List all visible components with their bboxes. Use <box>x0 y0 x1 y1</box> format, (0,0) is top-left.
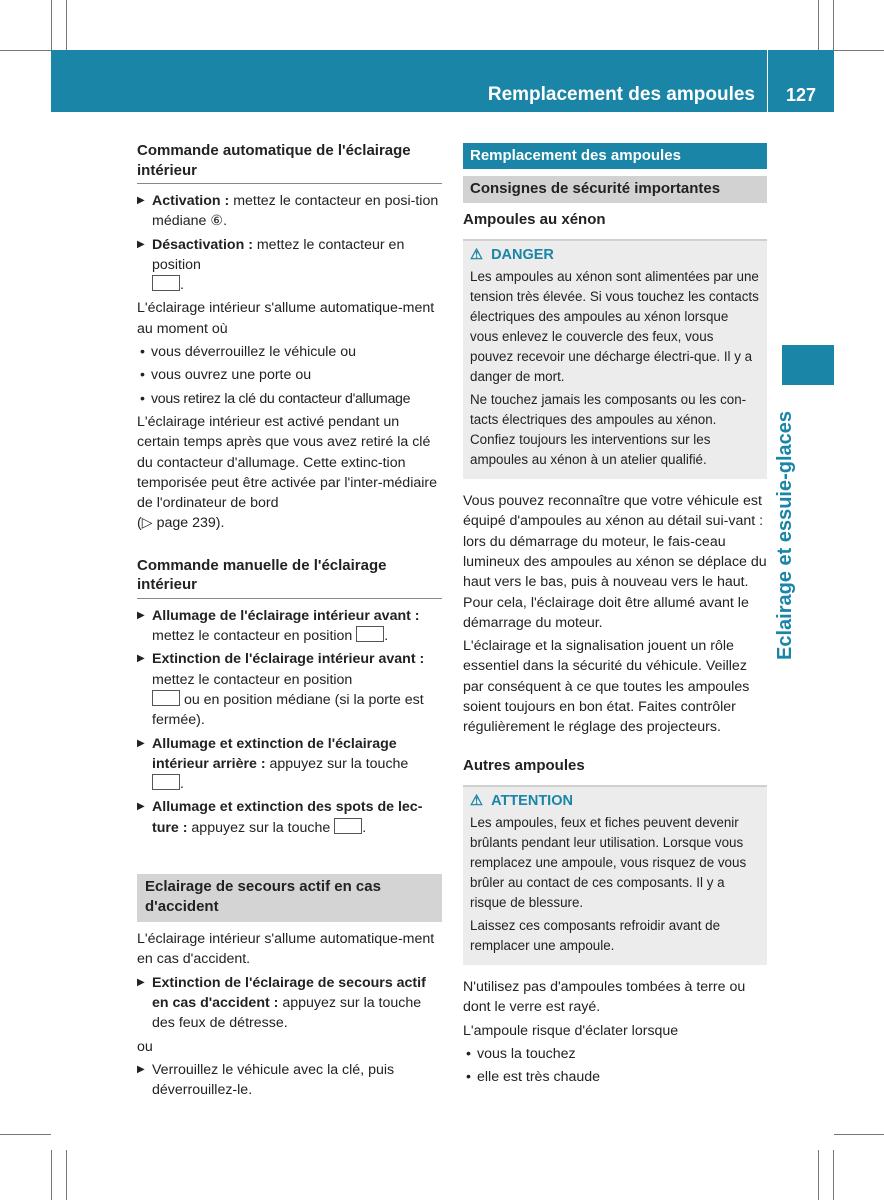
left-column <box>137 141 442 1103</box>
danger-box <box>463 239 767 479</box>
xenon-para-2: L'éclairage et la signalisation jouent un rôle essentiel dans la sécurité du véhicule. Veillez par conséquent à ce que toutes les ampoules soient toujours en bon état. Faites contrôler régulièrement le réglage des projecteurs. <box>463 638 750 736</box>
attention-heading: ⚠ ATTENTION <box>470 793 573 810</box>
crop-mark <box>833 0 834 50</box>
other-para-2: L'ampoule risque d'éclater lorsque <box>463 1022 679 1039</box>
or-text: ou <box>137 1038 153 1055</box>
crop-mark <box>0 50 51 51</box>
door-switch-icon <box>356 626 384 642</box>
reading-lamp-button-icon <box>334 818 362 834</box>
crop-mark <box>834 1134 884 1135</box>
attention-box <box>463 785 767 965</box>
page-number: 127 <box>785 85 817 105</box>
crop-mark <box>834 50 884 51</box>
list-item: • elle est très chaude <box>463 1067 767 1087</box>
list-item: • vous déverrouillez le véhicule ou <box>137 342 442 362</box>
crop-mark <box>0 1134 51 1135</box>
danger-heading: ⚠ DANGER <box>470 247 554 264</box>
crop-mark <box>818 0 819 50</box>
list-item: • vous ouvrez une porte ou <box>137 365 442 385</box>
subsection-title: Consignes de sécurité importantes <box>463 176 767 202</box>
list-item: • vous retirez la clé du contacteur d'allumage <box>137 389 442 409</box>
auto-para-2: L'éclairage intérieur est activé pendant un certain temps après que vous avez retiré la clé du contacteur d'allumage. Cette extinc-tion temporisée peut être activée par l'inter-médiaire de l'ordinateur de bord (▷ page 239). <box>137 413 438 532</box>
page-reference[interactable]: (▷ page 239). <box>137 515 225 532</box>
danger-para-1: Les ampoules au xénon sont alimentées par une tension très élevée. Si vous touchez les contacts électriques des ampoules au xénon lorsque vous enlevez le couvercle des feux, vous pouvez recevoir une décharge électri-que. Il y a danger de mort. <box>470 269 759 385</box>
danger-para-2: Ne touchez jamais les composants ou les con-tacts électriques des ampoules au xénon. Confiez toujours les interventions sur les ampoules au xénon à un atelier qualifié. <box>470 392 747 468</box>
attention-para-1: Les ampoules, feux et fiches peuvent devenir brûlants pendant leur utilisation. Lorsque vous remplacez une ampoule, vous risquez de vous brûler au contact de ces composants. Il y a risque de blessure. <box>470 815 747 911</box>
lamp-off-button-icon <box>152 690 180 706</box>
crop-mark <box>833 1150 834 1200</box>
emergency-para: L'éclairage intérieur s'allume automatique-ment en cas d'accident. <box>137 931 435 968</box>
crop-mark <box>818 1150 819 1200</box>
chapter-tab <box>782 345 834 385</box>
warning-triangle-icon: ⚠ <box>470 793 483 810</box>
attention-para-2: Laissez ces composants refroidir avant de remplacer une ampoule. <box>470 918 721 954</box>
crop-mark <box>51 1150 52 1200</box>
crop-mark <box>66 1150 67 1200</box>
step-reading-spots: ▶ Allumage et extinction des spots de lec-ture : appuyez sur la touche . <box>137 797 442 838</box>
page-number-box <box>768 50 834 112</box>
step-rear: ▶ Allumage et extinction de l'éclairage intérieur arrière : appuyez sur la touche . <box>137 734 442 795</box>
heading-xenon: Ampoules au xénon <box>463 210 606 228</box>
heading-other-bulbs: Autres ampoules <box>463 756 585 774</box>
heading-emergency-lighting: Eclairage de secours actif en cas d'accident <box>137 874 442 922</box>
step-front-on: ▶ Allumage de l'éclairage intérieur avant : mettez le contacteur en position . <box>137 606 442 647</box>
heading-manual-lighting: Commande manuelle de l'éclairage intérieur <box>137 556 442 599</box>
list-item: • vous la touchez <box>463 1044 767 1064</box>
crop-mark <box>51 0 52 50</box>
right-column <box>463 143 767 1091</box>
heading-auto-lighting: Commande automatique de l'éclairage intérieur <box>137 141 442 184</box>
step-front-off: ▶ Extinction de l'éclairage intérieur avant : mettez le contacteur en position ou en position médiane (si la porte est fermée). <box>137 649 442 730</box>
crop-mark <box>66 0 67 50</box>
step-relock: ▶ Verrouillez le véhicule avec la clé, puis déverrouillez-le. <box>137 1060 442 1101</box>
other-para-1: N'utilisez pas d'ampoules tombées à terre ou dont le verre est rayé. <box>463 979 746 1016</box>
step-activation: ▶ Activation : mettez le contacteur en posi-tion médiane ⑥. <box>137 191 442 232</box>
xenon-para-1: Vous pouvez reconnaître que votre véhicule est équipé d'ampoules au xénon au détail sui-vant : lors du démarrage du moteur, le fais-ceau lumineux des ampoules au xénon se déplace du haut vers le bas, puis à nouveau vers le haut. Pour cela, l'éclairage doit être allumé avant le démarrage du moteur. <box>463 493 767 631</box>
page-title: Remplacement des ampoules <box>487 84 755 105</box>
auto-para-1: L'éclairage intérieur s'allume automatique-ment au moment où <box>137 300 435 337</box>
rear-lamp-button-icon <box>152 774 180 790</box>
step-emergency-off: ▶ Extinction de l'éclairage de secours actif en cas d'accident : appuyez sur la touche des feux de détresse. <box>137 973 442 1034</box>
page-header <box>51 50 767 112</box>
step-deactivation: ▶ Désactivation : mettez le contacteur en position . <box>137 235 442 296</box>
lamp-off-button-icon <box>152 275 180 291</box>
section-title: Remplacement des ampoules <box>463 143 767 169</box>
warning-triangle-icon: ⚠ <box>470 247 483 264</box>
chapter-label: Eclairage et essuie-glaces <box>774 410 796 660</box>
